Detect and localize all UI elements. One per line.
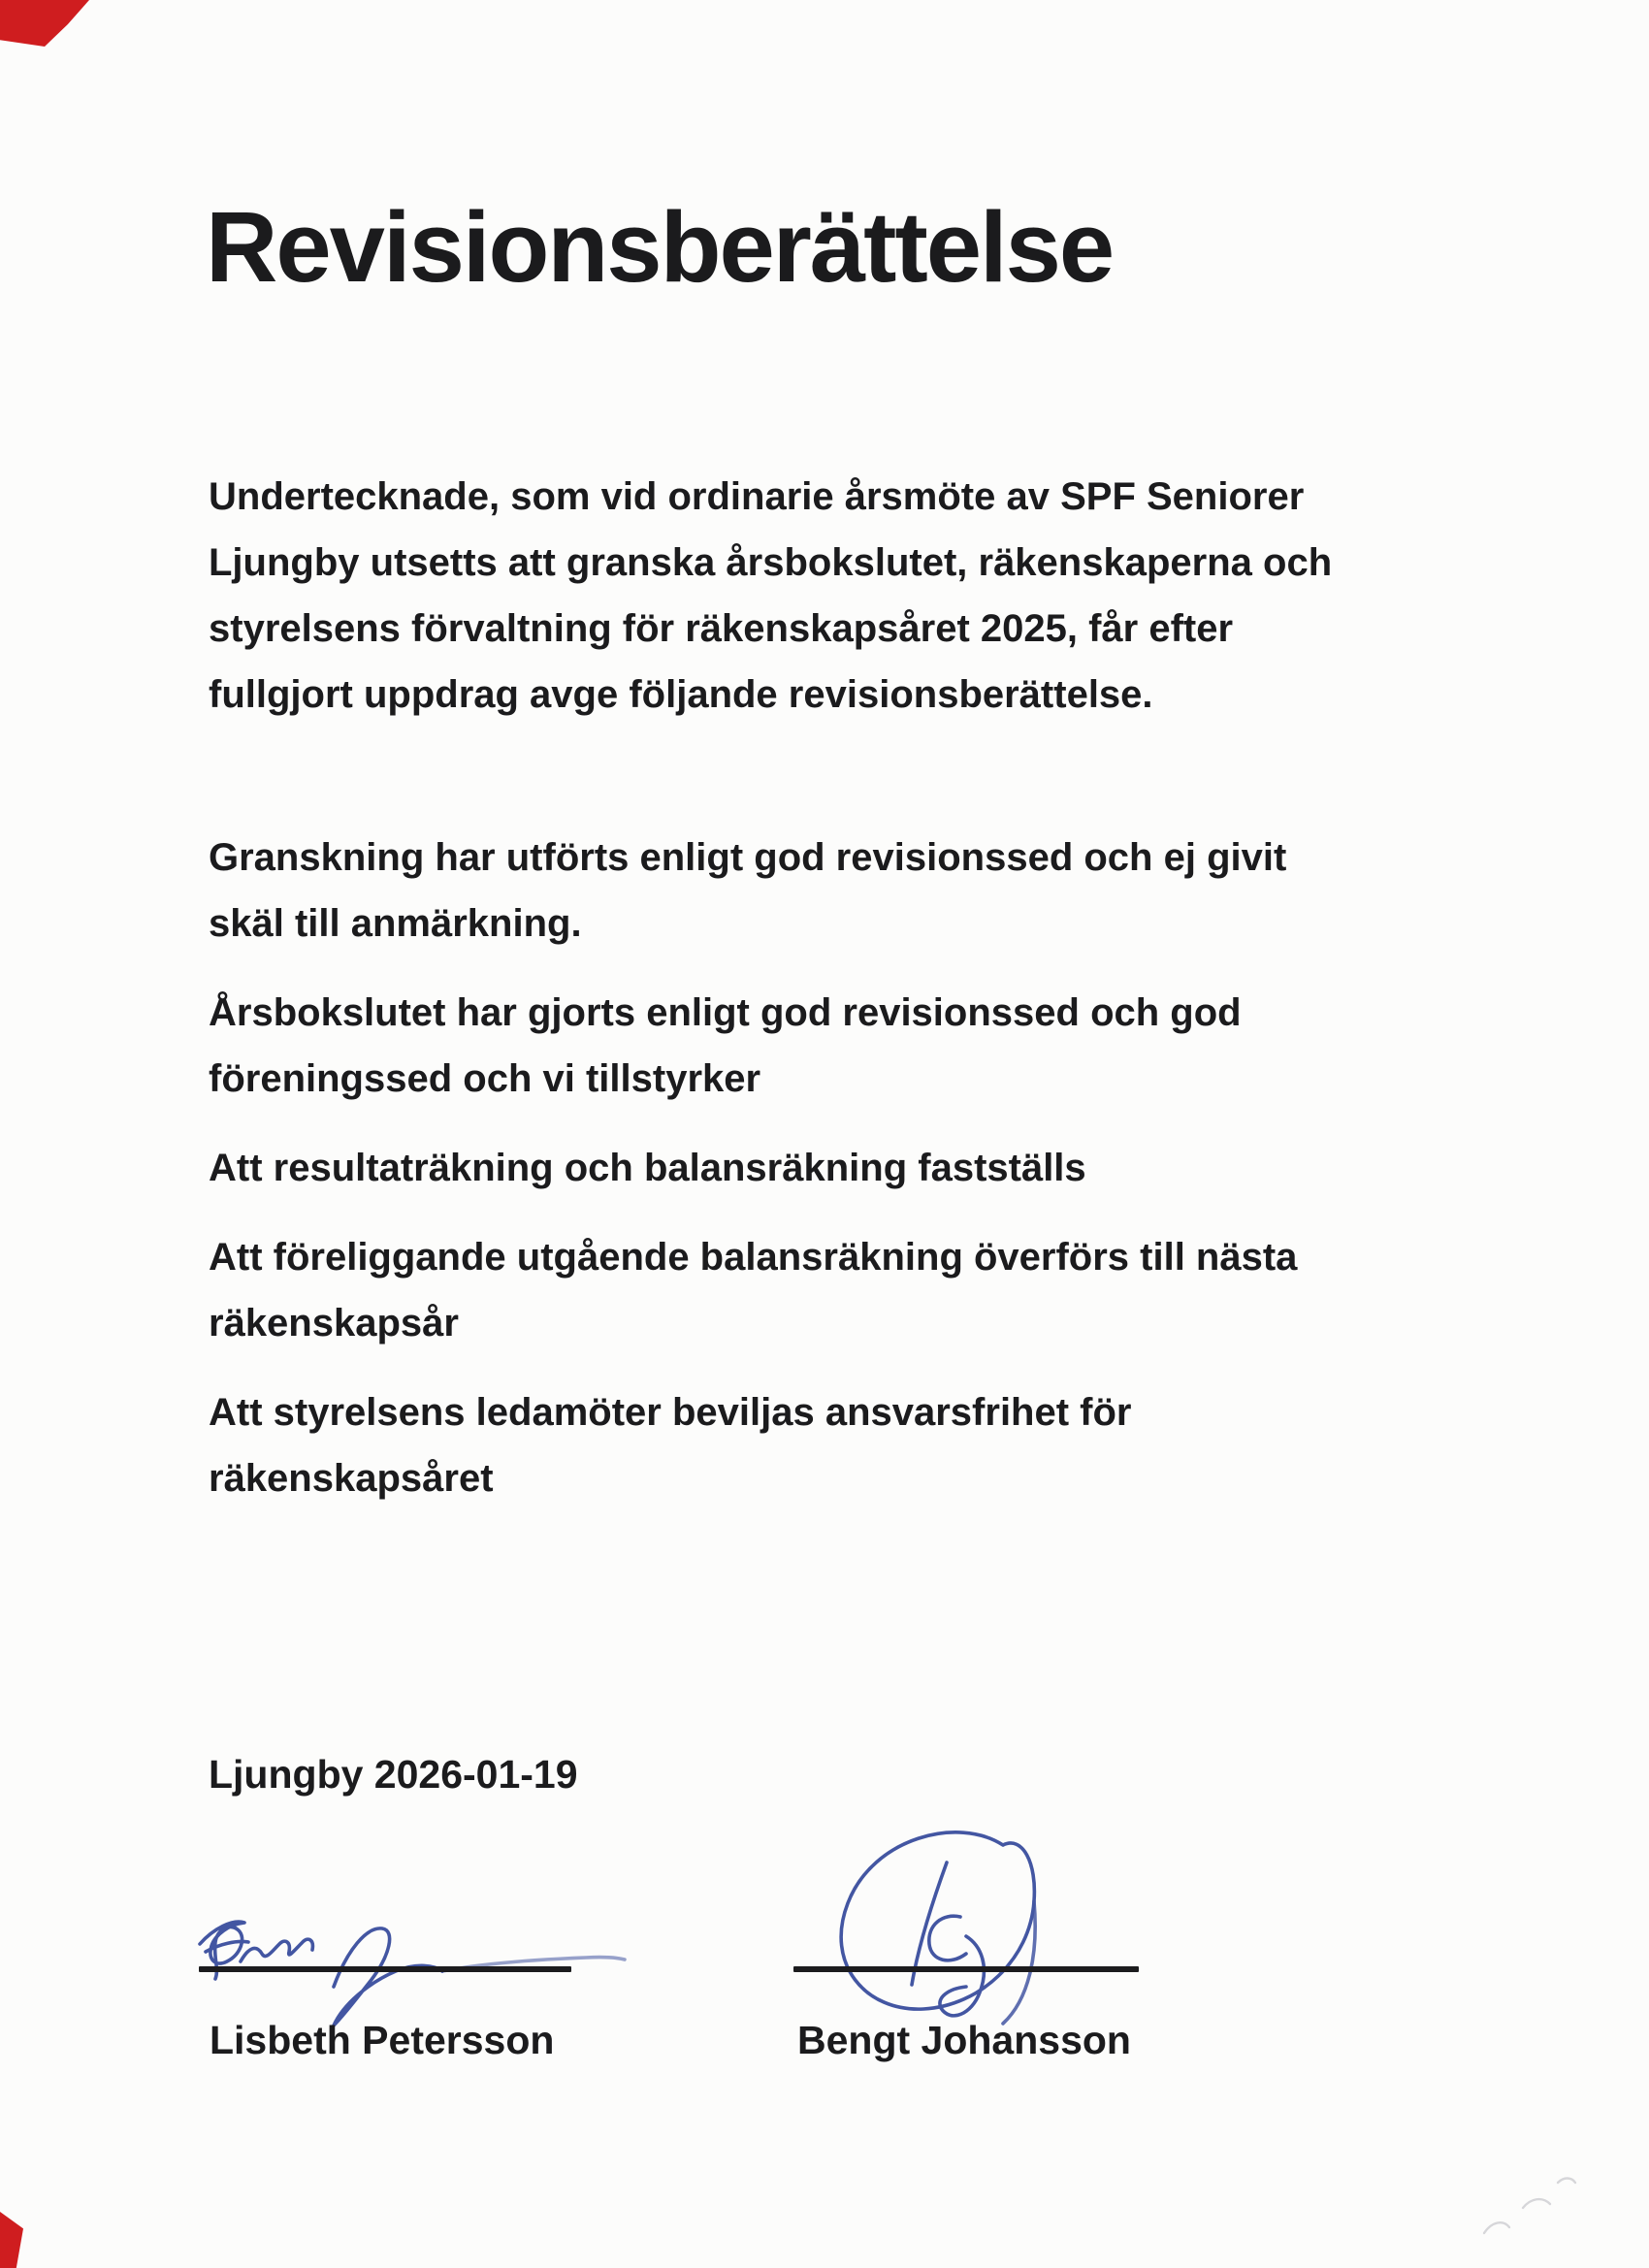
- handwritten-signature-bengt: [813, 1822, 1143, 2050]
- signature-line-right: [793, 1966, 1139, 1972]
- paragraph-line: Att föreliggande utgående balansräkning överförs till nästa: [209, 1236, 1298, 1279]
- document-title: Revisionsberättelse: [206, 191, 1114, 303]
- paragraph-line: Att resultaträkning och balansräkning fastställs: [209, 1147, 1086, 1189]
- paragraph-line: räkenskapsåret: [209, 1457, 494, 1500]
- faint-pencil-scribble: [1472, 2165, 1579, 2257]
- paragraph-line: styrelsens förvaltning för räkenskapsåret 2025, får efter: [209, 607, 1234, 650]
- signatory-name-bengt: Bengt Johansson: [797, 2018, 1131, 2062]
- paragraph-line: föreningssed och vi tillstyrker: [209, 1057, 761, 1100]
- paragraph-granskning: [209, 825, 1489, 956]
- signature-line-left: [199, 1966, 571, 1972]
- paragraph-att-faststalls: [209, 1135, 1489, 1201]
- paragraph-att-ansvarsfrihet: [209, 1379, 1489, 1511]
- paragraph-line: fullgjort uppdrag avge följande revisionsberättelse.: [209, 673, 1153, 716]
- paragraph-line: Att styrelsens ledamöter beviljas ansvarsfrihet för: [209, 1391, 1132, 1434]
- paragraph-arsbokslut: [209, 980, 1489, 1112]
- paragraph-line: Granskning har utförts enligt god revisionssed och ej givit: [209, 836, 1287, 879]
- signatory-name-lisbeth: Lisbeth Petersson: [210, 2018, 555, 2062]
- red-corner-mark-top-left: [0, 0, 89, 47]
- paragraph-line: Ljungby utsetts att granska årsbokslutet, räkenskaperna och: [209, 541, 1333, 584]
- red-corner-mark-bottom-left: [0, 2212, 23, 2268]
- paragraph-att-overfors: [209, 1224, 1489, 1356]
- paragraph-list: [209, 464, 1489, 1511]
- paragraph-line: skäl till anmärkning.: [209, 902, 582, 945]
- paragraph-line: räkenskapsår: [209, 1302, 459, 1345]
- paragraph-line: Årsbokslutet har gjorts enligt god revisionssed och god: [209, 991, 1242, 1034]
- paragraph-intro: [209, 464, 1489, 728]
- paragraph-line: Undertecknade, som vid ordinarie årsmöte av SPF Seniorer: [209, 475, 1305, 518]
- date-location-line: Ljungby 2026-01-19: [209, 1752, 578, 1797]
